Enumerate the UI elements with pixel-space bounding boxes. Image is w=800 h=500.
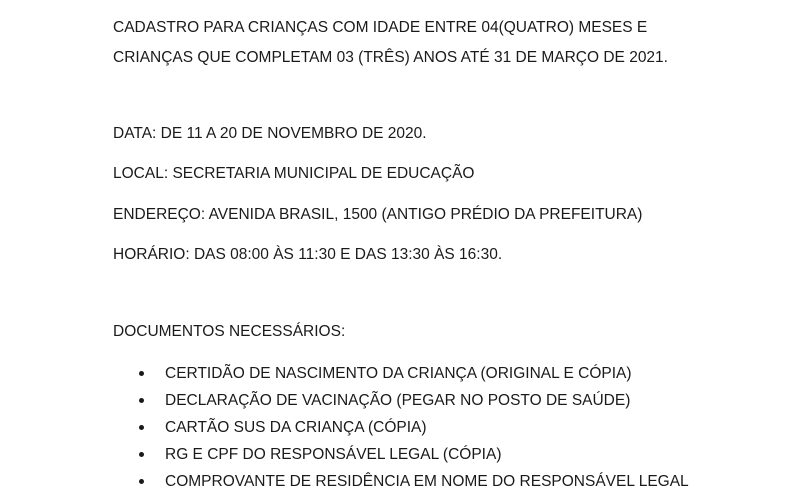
list-item-text: CERTIDÃO DE NASCIMENTO DA CRIANÇA (ORIGINAL E CÓPIA) <box>165 365 632 382</box>
bullet-icon <box>139 425 144 430</box>
bullet-icon <box>139 398 144 403</box>
list-item <box>139 364 779 391</box>
intro-heading <box>113 18 773 79</box>
info-location: LOCAL: SECRETARIA MUNICIPAL DE EDUCAÇÃO <box>113 165 475 183</box>
bullet-icon <box>139 479 144 484</box>
list-item-text: CARTÃO SUS DA CRIANÇA (CÓPIA) <box>165 419 427 436</box>
info-address: ENDEREÇO: AVENIDA BRASIL, 1500 (ANTIGO PRÉDIO DA PREFEITURA) <box>113 205 643 223</box>
list-item <box>139 418 779 445</box>
list-item-text: DECLARAÇÃO DE VACINAÇÃO (PEGAR NO POSTO DE SAÚDE) <box>165 392 631 409</box>
documents-title: DOCUMENTOS NECESSÁRIOS: <box>113 323 346 340</box>
intro-line-2: CRIANÇAS QUE COMPLETAM 03 (TRÊS) ANOS ATÉ 31 DE MARÇO DE 2021. <box>113 49 668 67</box>
list-item <box>139 445 779 472</box>
event-info <box>113 124 773 286</box>
info-date: DATA: DE 11 A 20 DE NOVEMBRO DE 2020. <box>113 125 427 142</box>
list-item <box>139 391 779 418</box>
list-item <box>139 472 779 499</box>
bullet-icon <box>139 371 144 376</box>
list-item-text: COMPROVANTE DE RESIDÊNCIA EM NOME DO RESPONSÁVEL LEGAL <box>165 473 689 490</box>
documents-list <box>139 364 779 499</box>
intro-line-1: CADASTRO PARA CRIANÇAS COM IDADE ENTRE 04(QUATRO) MESES E <box>113 19 648 36</box>
list-item-text: RG E CPF DO RESPONSÁVEL LEGAL (CÓPIA) <box>165 446 502 463</box>
info-hours: HORÁRIO: DAS 08:00 ÀS 11:30 E DAS 13:30 ÀS 16:30. <box>113 246 503 264</box>
bullet-icon <box>139 452 144 457</box>
